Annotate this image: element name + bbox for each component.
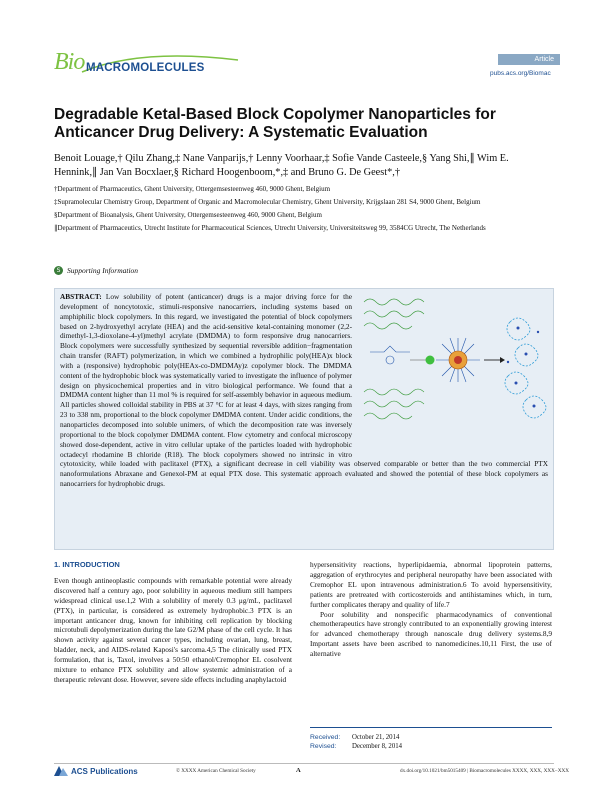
publisher-logo[interactable] xyxy=(54,766,138,776)
affiliation-4: ∥Department of Pharmaceutics, Utrecht Institute for Pharmaceutical Sciences, Utrecht University, Universiteitsweg 99, 3584CG Utrecht, The Netherlands xyxy=(54,224,486,232)
logo-bio-text: Bio xyxy=(54,49,85,75)
toc-spacer xyxy=(352,292,548,452)
supporting-info-link[interactable] xyxy=(54,266,138,275)
author-list: Benoit Louage,† Qilu Zhang,‡ Nane Vanparijs,† Lenny Voorhaar,‡ Sofie Vande Casteele,§ Yang Shi,∥ Wim E. Hennink,∥ Jan Van Bocxlaer,§ Richard Hoogenboom,*,‡ and Bruno G. De Geest*,† xyxy=(54,153,509,178)
revised-row xyxy=(310,743,552,750)
affiliation-1: †Department of Pharmaceutics, Ghent University, Ottergemsesteenweg 460, 9000 Ghent, Belgium xyxy=(54,185,331,193)
abstract-text xyxy=(60,292,548,489)
received-date: October 21, 2014 xyxy=(352,734,400,741)
intro-paragraph-1: Even though antineoplastic compounds with remarkable potential were already discovered half a century ago, poor solubility in aqueous medium still hampers widespread clinical use.1,2 With a solubility of merely 0.3 μg/mL, paclitaxel (PTX), in particular, is considered as extremely hydrophobic.3 PTX is an important anticancer drug, known for inhibiting cell replication by blocking microtubuli depolymerization during the late G2/M phase of the cell cycle. It has shown activity against several cancer types, including ovarian, lung, breast, bladder, neck, and AIDS-related Kaposi's sarcoma.4,5 The clinically used PTX formulation, that is, Taxol, involves a 50:50 ethanol/Cremophor EL cosolvent mixture to enhance PTX solubility and allow systemic administration of a therapeutic relevant dose. However, severe side effects including anaphylactoid xyxy=(54,575,292,684)
paper-title: Degradable Ketal-Based Block Copolymer Nanoparticles for Anticancer Drug Delivery: A Systematic Evaluation xyxy=(54,106,496,141)
abstract-label: ABSTRACT: xyxy=(60,292,102,301)
abstract-body: Low solubility of potent (anticancer) drugs is a major driving force for the development of noncytotoxic, stimuli-responsive nanocarriers, including systems based on amphiphilic block copolymers. In this regard, we investigated the potential of block copolymers based on 2-hydroxyethyl acrylate (HEA) and the acid-sensitive ketal-containing monomer (2,2-dimethyl-1,3-dioxolane-4-yl)methyl acrylate (DMDMA) to form responsive drug nanocarriers. Block copolymers were successfully synthesized by sequential reversible addition−fragmentation chain transfer (RAFT) polymerization, in which we combined a hydrophilic poly(HEA)x block with a (responsive) hydrophobic poly(HEAx-co-DMDMAy)z copolymer block. The DMDMA content of the hydrophobic block was systematically varied to investigate the influence of polymer design on physicochemical properties and in vitro biological performance. We found that a DMDMA content higher than 11 mol % is required for self-assembly behavior in aqueous medium. All particles showed colloidal stability in PBS at 37 °C for at least 4 days, with sizes ranging from 23 to 338 nm, proportional to the block copolymer DMDMA content. Under acidic conditions, the nanoparticles decomposed into soluble unimers, of which the decomposition rate was inversely proportional to the block copolymer DMDMA content. Flow cytometry and confocal microscopy showed dose-dependent, active in vitro cellular uptake of the particles loaded with hydrophobic octadecyl rhodamine B chloride (R18). The block copolymers showed no intrinsic in vitro cytotoxicity, while loaded with paclitaxel (PTX), a significant decrease in cell viability was observed comparable or better than the two commercial PTX nanoformulations Abraxane and Genexol-PM at equal PTX dose. This systematic approach evaluated and showed the potential of these block copolymers as nanocarriers for hydrophobic drugs. xyxy=(60,292,548,489)
logo-macro-text: MACROMOLECULES xyxy=(86,62,205,74)
affiliation-2: ‡Supramolecular Chemistry Group, Department of Organic and Macromolecular Chemistry, Ghent University, Krijgslaan 281 S4, 9000 Ghent, Belgium xyxy=(54,198,481,206)
section-heading-introduction: 1. INTRODUCTION xyxy=(54,560,120,569)
footer-divider xyxy=(54,763,554,764)
publication-dates xyxy=(310,727,552,752)
copyright-notice: © XXXX American Chemical Society xyxy=(176,768,256,774)
intro-right-column xyxy=(310,560,552,659)
publisher-name: ACS Publications xyxy=(71,766,138,776)
article-type-badge: Article xyxy=(498,54,560,65)
revised-label: Revised: xyxy=(310,743,337,750)
supporting-info-label: Supporting Information xyxy=(67,266,139,275)
page-number: A xyxy=(296,767,301,774)
acs-icon xyxy=(54,766,68,776)
received-row xyxy=(310,734,552,741)
journal-url-link[interactable]: pubs.acs.org/Biomac xyxy=(490,70,551,77)
intro-paragraph-2: hypersensitivity reactions, hyperlipidaemia, abnormal lipoprotein patterns, aggregation of erythrocytes and peripheral neuropathy have been associated with Cremophor EL upon intravenous administration.6 To avoid hypersensitivity, patients are pretreated with corticosteroids and antihistamines which, in turn, further complicates therapy and quality of life.7 xyxy=(310,560,552,609)
intro-left-column xyxy=(54,560,292,685)
intro-paragraph-3: Poor solubility and nonspecific pharmacodynamics of conventional chemotherapeutics have strongly contributed to an exponentially growing interest for advanced chemotherapy through nanoscale drug delivery systems.8,9 Important assets have been ascribed to nanomedicines.10,11 First, the use of alternative xyxy=(310,609,552,659)
journal-logo xyxy=(54,49,254,78)
affiliations xyxy=(54,184,554,236)
doi-citation[interactable]: dx.doi.org/10.1021/bm5015409 | Biomacromolecules XXXX, XXX, XXX−XXX xyxy=(400,768,569,774)
supporting-info-icon: S xyxy=(54,266,63,275)
affiliation-3: §Department of Bioanalysis, Ghent University, Ottergemsesteenweg 460, 9000 Ghent, Belgium xyxy=(54,211,322,219)
received-label: Received: xyxy=(310,734,341,741)
revised-date: December 8, 2014 xyxy=(352,743,403,750)
